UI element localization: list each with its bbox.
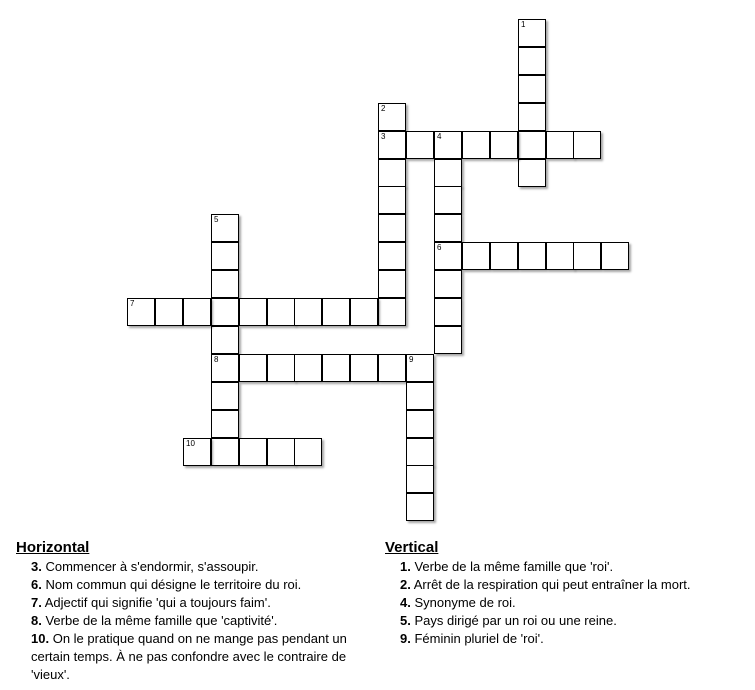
clue-text: Adjectif qui signifie 'qui a toujours faim'.	[44, 595, 271, 610]
grid-cell[interactable]	[518, 242, 546, 270]
down-title: Vertical	[385, 539, 439, 556]
grid-cell[interactable]	[518, 159, 546, 187]
grid-cell[interactable]	[127, 298, 155, 326]
grid-cell[interactable]	[434, 270, 462, 298]
grid-cell[interactable]	[434, 186, 462, 214]
grid-cell[interactable]	[294, 298, 322, 326]
clue-text: Verbe de la même famille que 'roi'.	[414, 559, 614, 574]
clue-text: Féminin pluriel de 'roi'.	[414, 631, 544, 646]
grid-cell[interactable]	[239, 298, 267, 326]
clue-down-1	[400, 558, 745, 576]
down-clues	[385, 538, 745, 648]
cell-number: 8	[214, 355, 219, 364]
grid-cell[interactable]	[322, 298, 350, 326]
clue-text: On le pratique quand on ne mange pas pendant un certain temps. À ne pas confondre avec le contraire de 'vieux'.	[31, 631, 347, 682]
clue-down-5	[400, 612, 745, 630]
clue-across-10	[31, 630, 364, 684]
clue-number: 6.	[31, 577, 42, 592]
clue-down-4	[400, 594, 745, 612]
grid-cell[interactable]	[294, 354, 322, 382]
grid-cell[interactable]	[183, 438, 211, 466]
grid-cell[interactable]	[267, 298, 295, 326]
grid-cell[interactable]	[490, 131, 518, 159]
cell-number: 9	[409, 355, 414, 364]
clue-text: Verbe de la même famille que 'captivité'.	[45, 613, 278, 628]
clue-number: 4.	[400, 595, 411, 610]
cell-number: 6	[437, 243, 442, 252]
across-title: Horizontal	[16, 539, 90, 556]
grid-cell[interactable]	[378, 159, 406, 187]
grid-cell[interactable]	[183, 298, 211, 326]
clue-number: 1.	[400, 559, 411, 574]
across-clues	[16, 538, 364, 684]
grid-cell[interactable]	[239, 438, 267, 466]
clue-down-9	[400, 630, 745, 648]
grid-cell[interactable]	[462, 242, 490, 270]
cell-number: 1	[521, 20, 526, 29]
grid-cell[interactable]	[490, 242, 518, 270]
clue-across-6	[31, 576, 364, 594]
clue-text: Synonyme de roi.	[414, 595, 516, 610]
down-clue-list	[385, 558, 745, 648]
grid-cell[interactable]	[211, 410, 239, 438]
grid-cell[interactable]	[406, 131, 434, 159]
grid-cell[interactable]	[350, 354, 378, 382]
grid-cell[interactable]	[434, 298, 462, 326]
grid-cell[interactable]	[518, 19, 546, 47]
cell-number: 4	[437, 132, 442, 141]
clue-number: 3.	[31, 559, 42, 574]
grid-cell[interactable]	[518, 131, 546, 159]
grid-cell[interactable]	[573, 131, 601, 159]
grid-cell[interactable]	[434, 214, 462, 242]
grid-cell[interactable]	[350, 298, 378, 326]
clue-text: Arrêt de la respiration qui peut entraîner la mort.	[413, 577, 691, 592]
grid-cell[interactable]	[601, 242, 629, 270]
clue-across-7	[31, 594, 364, 612]
cell-number: 3	[381, 132, 386, 141]
clue-number: 9.	[400, 631, 411, 646]
clue-text: Pays dirigé par un roi ou une reine.	[414, 613, 617, 628]
grid-cell[interactable]	[267, 354, 295, 382]
grid-cell[interactable]	[406, 354, 434, 382]
grid-cell[interactable]	[546, 131, 574, 159]
grid-cell[interactable]	[211, 298, 239, 326]
grid-cell[interactable]	[406, 410, 434, 438]
grid-cell[interactable]	[239, 354, 267, 382]
grid-cell[interactable]	[406, 493, 434, 521]
grid-cell[interactable]	[406, 465, 434, 493]
grid-cell[interactable]	[378, 270, 406, 298]
grid-cell[interactable]	[378, 298, 406, 326]
grid-cell[interactable]	[378, 242, 406, 270]
grid-cell[interactable]	[378, 354, 406, 382]
grid-cell[interactable]	[294, 438, 322, 466]
clue-down-2	[400, 576, 745, 594]
grid-cell[interactable]	[211, 382, 239, 410]
cell-number: 5	[214, 215, 219, 224]
grid-cell[interactable]	[378, 103, 406, 131]
clue-across-8	[31, 612, 364, 630]
grid-cell[interactable]	[518, 103, 546, 131]
grid-cell[interactable]	[573, 242, 601, 270]
grid-cell[interactable]	[434, 131, 462, 159]
grid-cell[interactable]	[434, 159, 462, 187]
clue-number: 10.	[31, 631, 50, 646]
grid-cell[interactable]	[378, 131, 406, 159]
clue-number: 7.	[31, 595, 42, 610]
grid-cell[interactable]	[462, 131, 490, 159]
grid-cell[interactable]	[406, 382, 434, 410]
grid-cell[interactable]	[211, 242, 239, 270]
grid-cell[interactable]	[378, 186, 406, 214]
across-clue-list	[16, 558, 364, 684]
cell-number: 2	[381, 104, 386, 113]
clue-number: 2.	[400, 577, 411, 592]
grid-cell[interactable]	[546, 242, 574, 270]
clue-text: Commencer à s'endormir, s'assoupir.	[45, 559, 259, 574]
grid-cell[interactable]	[211, 214, 239, 242]
grid-cell[interactable]	[518, 75, 546, 103]
grid-cell[interactable]	[518, 47, 546, 75]
grid-cell[interactable]	[434, 326, 462, 354]
cell-number: 7	[130, 299, 135, 308]
grid-cell[interactable]	[434, 242, 462, 270]
clue-text: Nom commun qui désigne le territoire du roi.	[45, 577, 302, 592]
clue-number: 5.	[400, 613, 411, 628]
grid-cell[interactable]	[155, 298, 183, 326]
grid-cell[interactable]	[211, 354, 239, 382]
clue-across-3	[31, 558, 364, 576]
clue-number: 8.	[31, 613, 42, 628]
grid-cell[interactable]	[211, 326, 239, 354]
grid-cell[interactable]	[406, 438, 434, 466]
grid-cell[interactable]	[267, 438, 295, 466]
grid-cell[interactable]	[211, 438, 239, 466]
grid-cell[interactable]	[322, 354, 350, 382]
grid-cell[interactable]	[211, 270, 239, 298]
grid-cell[interactable]	[378, 214, 406, 242]
cell-number: 10	[186, 439, 195, 448]
